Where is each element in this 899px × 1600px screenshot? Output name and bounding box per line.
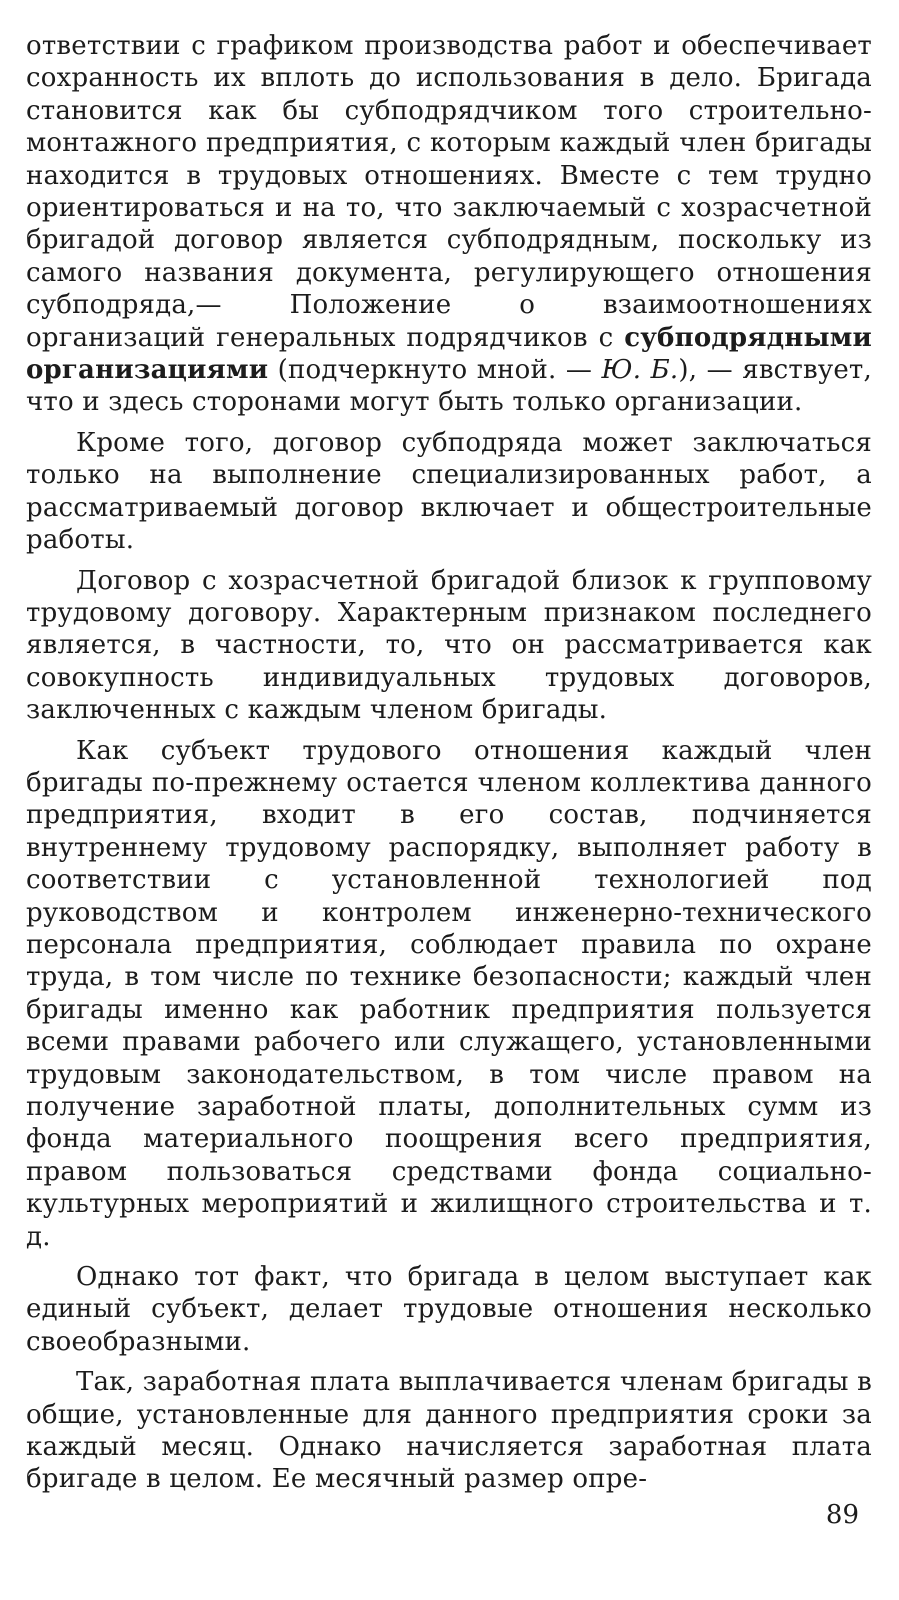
paragraph-4: Как субъект трудового отношения каждый член бригады по-прежнему остается членом коллектива данного предприятия, входит в его состав, подчиняется внутреннему трудовому распорядку, выполняет работу в соответствии с установленной технологией под руководством и контролем инженерно-технического персонала предприятия, соблюдает правила по охране труда, в том числе по технике безопасности; каждый член бригады именно как работник предприятия пользуется всеми правами рабочего или служащего, установленными трудовым законодательством, в том числе правом на получение заработной платы, дополнительных сумм из фонда материального поощрения всего предприятия, правом пользоваться средствами фонда социально-культурных мероприятий и жилищного строительства и т. д. bbox=[26, 735, 872, 1252]
paragraph-1-bold: субподрядными организациями bbox=[26, 322, 872, 386]
paragraph-3: Договор с хозрасчетной бригадой близок к групповому трудовому договору. Характерным признаком последнего является, в частности, то, что он рассматривается как совокупность индивидуальных трудовых договоров, заключенных с каждым членом бригады. bbox=[26, 565, 872, 726]
paragraph-1-text-c: ), — явствует, что и здесь сторонами могут быть только организации. bbox=[26, 355, 872, 418]
paragraph-5: Однако тот факт, что бригада в целом выступает как единый субъект, делает трудовые отношения несколько своеобразными. bbox=[26, 1262, 872, 1357]
paragraph-1-text-b: (подчеркнуто мной. — bbox=[268, 355, 602, 386]
paragraph-1-italic: Ю. Б. bbox=[601, 355, 679, 386]
paragraph-2: Кроме того, договор субподряда может заключаться только на выполнение специализированных работ, а рассматриваемый договор включает и общестроительные работы. bbox=[26, 427, 872, 556]
body-text bbox=[26, 30, 872, 1504]
paragraph-1-text-a: ответствии с графиком производства работ и обеспечивает сохранность их вплоть до использования в дело. Бригада становится как бы субподрядчиком того строительно-монтажного предприятия, с которым каждый член бригады находится в трудовых отношениях. Вместе с тем трудно ориентироваться и на то, что заключаемый с хозрасчетной бригадой договор является субподрядным, поскольку из самого названия документа, регулирующего отношения субподряда,— Положение о взаимоотношениях организаций генеральных подрядчиков с bbox=[26, 31, 872, 353]
paragraph-1 bbox=[26, 30, 872, 419]
page-number: 89 bbox=[825, 1500, 859, 1530]
paragraph-6: Так, заработная плата выплачивается членам бригады в общие, установленные для данного предприятия сроки за каждый месяц. Однако начисляется заработная плата бригаде в целом. Ее месячный размер опре- bbox=[26, 1367, 872, 1495]
